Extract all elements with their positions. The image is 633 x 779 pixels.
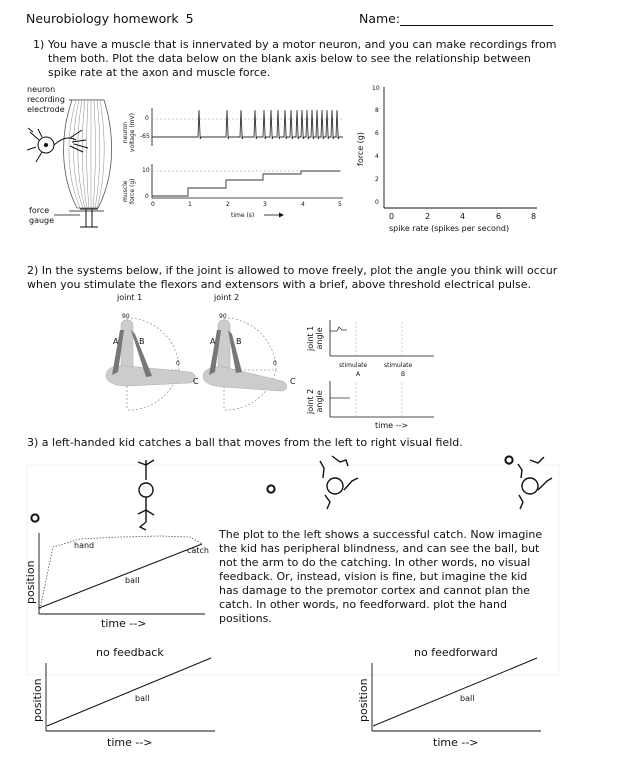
time-tick-3: 3 <box>263 201 267 208</box>
axis-ytick-2: 2 <box>375 176 379 183</box>
force-tick-0: 0 <box>145 193 149 200</box>
example-hand-label: hand <box>74 541 95 550</box>
stimulate-a-label: A <box>356 371 361 378</box>
q2-line-1: 2) In the systems below, if the joint is allowed to move freely, plot the angle you think will occur <box>27 264 558 277</box>
voltage-tick-0: 0 <box>145 115 149 122</box>
voltage-ylabel: neuron voltage (mV) <box>122 113 136 152</box>
q3-paragraph: The plot to the left shows a successful catch. Now imagine the kid has peripheral blindness, and can see the ball, but not the arm to do the catching. In other words, no visual feedback. Or, instead, vision is fine, but imagine the kid has damage to the premotor cortex and cannot plan the catch. In other words, no feedforward. plot the hand positions. <box>219 528 543 625</box>
no-feedforward-xlabel: time --> <box>433 736 479 749</box>
time-tick-1: 1 <box>188 201 192 208</box>
gauge-label-2: gauge <box>29 216 55 225</box>
electrode-label-3: electrode <box>27 105 65 114</box>
no-feedback-title: no feedback <box>96 646 164 659</box>
joint-plot-time-label: time --> <box>375 421 409 430</box>
time-tick-4: 4 <box>301 201 305 208</box>
q1-line-2: them both. Plot the data below on the blank axis below to see the relationship between <box>48 52 531 65</box>
example-xlabel: time --> <box>101 617 147 630</box>
no-feedback-xlabel: time --> <box>107 736 153 749</box>
voltage-tick-neg65: -65 <box>140 133 150 140</box>
arm2-label-a: A <box>210 337 216 346</box>
force-tick-10: 10 <box>142 167 150 174</box>
axis-ytick-8: 8 <box>375 107 379 114</box>
q1-line-3: spike rate at the axon and muscle force. <box>48 66 271 79</box>
example-ylabel: position <box>24 560 37 604</box>
name-label: Name: <box>359 11 401 26</box>
q1-number: 1) <box>33 38 45 51</box>
arm1-label-b: B <box>139 337 145 346</box>
axis-xtick-2: 2 <box>425 212 431 221</box>
example-catch-label: catch <box>187 546 209 555</box>
axis-xtick-6: 6 <box>496 212 502 221</box>
time-label: time (s) <box>231 212 255 219</box>
axis-ytick-0: 0 <box>375 199 379 206</box>
arm2-label-c: C <box>290 377 296 386</box>
joint2-angle-ylabel: joint 2 angle <box>306 388 324 414</box>
axis-ytick-6: 6 <box>375 130 379 137</box>
q2-line-2: when you stimulate the flexors and extensors with a brief, above threshold electrical pulse. <box>27 278 531 291</box>
stimulate-b-label: B <box>401 371 406 378</box>
arm1-deg-0: 0 <box>176 360 180 367</box>
no-feedforward-ylabel: position <box>357 678 370 722</box>
electrode-label-1: neuron <box>27 85 56 94</box>
arm1-label-a: A <box>113 337 119 346</box>
time-tick-2: 2 <box>226 201 230 208</box>
time-tick-0: 0 <box>151 201 155 208</box>
no-feedforward-title: no feedforward <box>414 646 498 659</box>
gauge-label-1: force <box>29 206 50 215</box>
force-ylabel: muscle force (g) <box>122 178 136 204</box>
no-feedback-ylabel: position <box>31 678 44 722</box>
axis-xtick-0: 0 <box>389 212 395 221</box>
arm2-label-b: B <box>236 337 242 346</box>
arm1-deg-90: 90 <box>122 313 130 320</box>
example-ball-label: ball <box>125 576 140 585</box>
joint2-label: joint 2 <box>214 293 240 302</box>
q1-line-1: You have a muscle that is innervated by a motor neuron, and you can make recordings from <box>48 38 557 51</box>
no-feedforward-ball-line <box>373 658 537 726</box>
axis-ylabel: force (g) <box>356 131 365 166</box>
arm2-deg-90: 90 <box>219 313 227 320</box>
q3-text: 3) a left-handed kid catches a ball that moves from the left to right visual field. <box>27 436 463 449</box>
axis-ytick-4: 4 <box>375 153 379 160</box>
no-feedforward-ball-label: ball <box>460 694 475 703</box>
title-text: Neurobiology homework <box>26 11 179 26</box>
time-tick-5: 5 <box>338 201 342 208</box>
axis-ytick-10: 10 <box>372 85 380 92</box>
arm1-label-c: C <box>193 377 199 386</box>
axis-xtick-4: 4 <box>460 212 466 221</box>
axis-xlabel: spike rate (spikes per second) <box>389 224 510 233</box>
joint1-angle-ylabel: joint 1 angle <box>306 325 324 351</box>
stimulate-label-1: stimulate <box>339 362 368 369</box>
no-feedback-ball-label: ball <box>135 694 150 703</box>
stimulate-label-2: stimulate <box>384 362 413 369</box>
electrode-label-2: recording <box>27 95 65 104</box>
homework-number: 5 <box>185 11 194 26</box>
axis-xtick-8: 8 <box>531 212 537 221</box>
joint1-label: joint 1 <box>117 293 143 302</box>
arm2-deg-0: 0 <box>273 360 277 367</box>
